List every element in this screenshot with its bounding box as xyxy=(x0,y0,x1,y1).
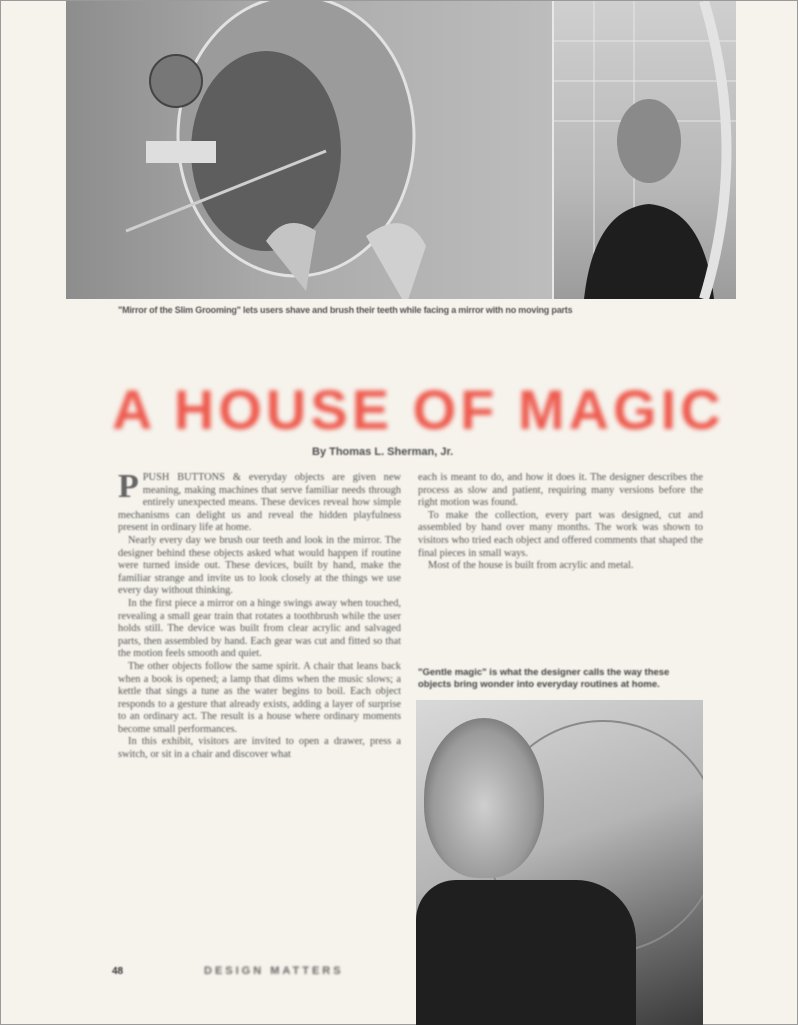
paragraph: Nearly every day we brush our teeth and look in the mirror. The designer behind these objects asked what would happen if routine were turned inside out. These devices, built by hand, make the familiar strange and invite us to look closely at the things we use every day without thinking. xyxy=(118,534,401,597)
footer-title: DESIGN MATTERS xyxy=(204,965,344,977)
designer-shirt xyxy=(416,880,636,1025)
mirror-illustration xyxy=(66,1,554,299)
designer-face xyxy=(424,718,544,878)
person-reflection-pane xyxy=(554,1,736,299)
paragraph: To make the collection, every part was designed, cut and assembled by hand over many months. The work was shown to visitors who tried each object and offered comments that shaped the final pieces in small ways. xyxy=(418,509,703,559)
designer-photo xyxy=(416,700,703,1025)
paragraph: PPUSH BUTTONS & everyday objects are given new meaning, making machines that serve familiar needs through entirely unexpected means. These devices reveal how simple mechanisms can delight us and reveal the hidden playfulness present in ordinary life at home. xyxy=(118,472,401,534)
mirror-closeup-pane xyxy=(66,1,554,299)
left-column xyxy=(118,472,401,950)
paragraph: In the first piece a mirror on a hinge swings away when touched, revealing a small gear train that rotates a toothbrush while the user holds still. The device was built from clear acrylic and salvaged parts, then assembled by hand. Each gear was cut and fitted so that the motion feels smooth and quiet. xyxy=(118,597,401,660)
article-title: A HOUSE OF MAGIC xyxy=(112,378,725,441)
right-column xyxy=(418,472,703,664)
paragraph: The other objects follow the same spirit. A chair that leans back when a book is opened; a lamp that dims when the music slows; a kettle that sings a tune as the water begins to boil. Each object responds to a gesture that already exists, adding a layer of surprise to an ordinary act. The result is a house where ordinary moments become small performances. xyxy=(118,660,401,735)
mirror-photo xyxy=(66,1,736,299)
page-number: 48 xyxy=(112,966,124,977)
person-illustration xyxy=(554,1,736,299)
paragraph: each is meant to do, and how it does it. The designer describes the process as slow and patient, requiring many versions before the right motion was found. xyxy=(418,472,703,509)
paragraph: In this exhibit, visitors are invited to open a drawer, press a switch, or sit in a chair and discover what xyxy=(118,736,401,761)
drop-cap: P xyxy=(118,472,139,505)
photo-caption: "Mirror of the Slim Grooming" lets users shave and brush their teeth while facing a mirror with no moving parts xyxy=(118,305,573,315)
pull-quote: "Gentle magic" is what the designer calls the way these objects bring wonder into everyday routines at home. xyxy=(418,667,670,690)
byline: By Thomas L. Sherman, Jr. xyxy=(312,446,454,458)
paragraph: Most of the house is built from acrylic and metal. xyxy=(428,560,634,572)
